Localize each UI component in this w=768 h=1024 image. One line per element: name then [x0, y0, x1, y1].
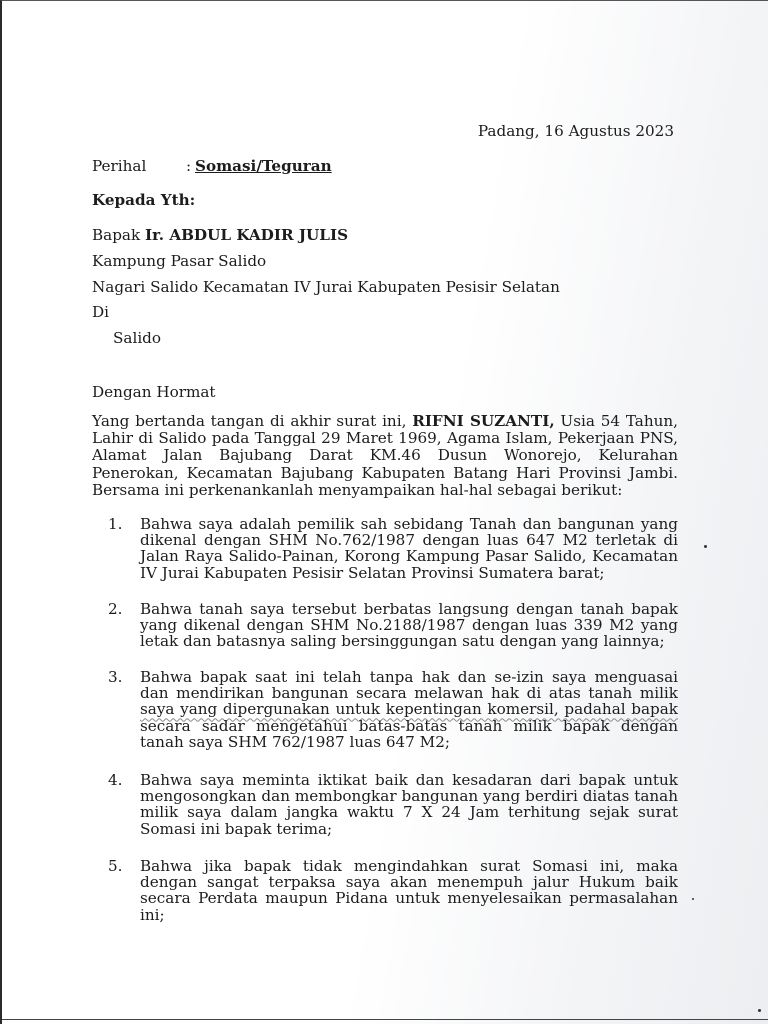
- list-item-body: [140, 858, 678, 923]
- list-item-line: letak dan batasnya saling bersinggungan satu dengan yang lainnya;: [140, 632, 665, 651]
- list-item-line: dengan sangat terpaksa saya akan menempuh jalur Hukum baik: [140, 873, 678, 892]
- list-item-number: 3.: [108, 668, 123, 686]
- list-item-line: Jalan Raya Salido-Painan, Korong Kampung Pasar Salido, Kecamatan: [140, 547, 678, 566]
- list-item-line: mengosongkan dan membongkar bangunan yang berdiri diatas tanah: [140, 787, 678, 806]
- intro-line-1-pre: Yang bertanda tangan di akhir surat ini,: [92, 412, 407, 430]
- intro-line-5: Bersama ini perkenankanlah menyampaikan hal-hal sebagai berikut:: [92, 480, 623, 499]
- list-item-line: dikenal dengan SHM No.762/1987 dengan luas 647 M2 terletak di: [140, 531, 678, 550]
- list-item-line: Bahwa tanah saya tersebut berbatas langsung dengan tanah bapak: [140, 600, 678, 618]
- scan-speck: [692, 898, 694, 900]
- intro-paragraph: [92, 413, 678, 499]
- recipient-line: [92, 227, 348, 244]
- list-item-line: ini;: [140, 905, 165, 924]
- list-item-body: [140, 772, 678, 837]
- intro-line-3: Alamat Jalan Bajubang Darat KM.46 Dusun Wonorejo, Kelurahan: [92, 446, 678, 465]
- list-item-body: [140, 669, 678, 750]
- intro-line-2: Lahir di Salido pada Tanggal 29 Maret 1969, Agama Islam, Pekerjaan PNS,: [92, 429, 678, 448]
- di-label: Di: [92, 303, 110, 321]
- perihal-colon: :: [186, 157, 192, 175]
- list-item-line: yang dikenal dengan SHM No.2188/1987 dengan luas 339 M2 yang: [140, 616, 678, 635]
- list-item-line: milik saya dalam jangka waktu 7 X 24 Jam terhitung sejak surat: [140, 803, 678, 822]
- list-item-line: Bahwa jika bapak tidak mengindahkan surat Somasi ini, maka: [140, 857, 678, 875]
- list-item-line: secara sadar mengetahui batas-batas tanah milik bapak dengan: [140, 716, 678, 735]
- scan-speck: [758, 1009, 761, 1012]
- letter-date: Padang, 16 Agustus 2023: [477, 122, 674, 140]
- list-item-line: dan mendirikan bangunan secara melawan hak di atas tanah milik: [140, 684, 678, 703]
- perihal-subject: Somasi/Teguran: [195, 157, 332, 175]
- intro-line-4: Penerokan, Kecamatan Bajubang Kabupaten Batang Hari Provinsi Jambi.: [92, 463, 678, 482]
- list-item-line: IV Jurai Kabupaten Pesisir Selatan Provinsi Sumatera barat;: [140, 563, 605, 582]
- list-item-number: 5.: [108, 857, 123, 875]
- list-item-line: Bahwa saya adalah pemilik sah sebidang Tanah dan bangunan yang: [140, 515, 678, 533]
- list-item-line: tanah saya SHM 762/1987 luas 647 M2;: [140, 732, 450, 751]
- list-item-line: Bahwa saya meminta iktikat baik dan kesadaran dari bapak untuk: [140, 771, 678, 789]
- recipient-place: Salido: [113, 329, 162, 347]
- scan-speck: [704, 545, 707, 548]
- recipient-name: Ir. ABDUL KADIR JULIS: [145, 226, 349, 244]
- intro-line-1: [92, 413, 678, 430]
- sender-name: RIFNI SUZANTI,: [412, 412, 555, 430]
- list-item-number: 2.: [108, 600, 123, 618]
- list-item-number: 1.: [108, 515, 123, 533]
- kepada-heading: Kepada Yth:: [92, 191, 196, 209]
- recipient-prefix: Bapak: [92, 226, 141, 244]
- intro-line-1-post: Usia 54 Tahun,: [560, 412, 678, 430]
- list-item-number: 4.: [108, 771, 123, 789]
- list-item-body: [140, 516, 678, 581]
- list-item-body: [140, 601, 678, 650]
- list-item-line: Somasi ini bapak terima;: [140, 819, 333, 838]
- page-bottom-edge: [2, 1019, 768, 1020]
- perihal-label: Perihal: [92, 157, 147, 175]
- greeting: Dengan Hormat: [92, 383, 216, 401]
- recipient-address-2: Nagari Salido Kecamatan IV Jurai Kabupaten Pesisir Selatan: [92, 278, 560, 296]
- list-item-line: Bahwa bapak saat ini telah tanpa hak dan se-izin saya menguasai: [140, 668, 678, 686]
- recipient-address-1: Kampung Pasar Salido: [92, 252, 267, 270]
- list-item-line: saya yang dipergunakan untuk kepentingan komersil, padahal bapak: [140, 700, 678, 719]
- list-item-line: secara Perdata maupun Pidana untuk menyelesaikan permasalahan: [140, 889, 678, 908]
